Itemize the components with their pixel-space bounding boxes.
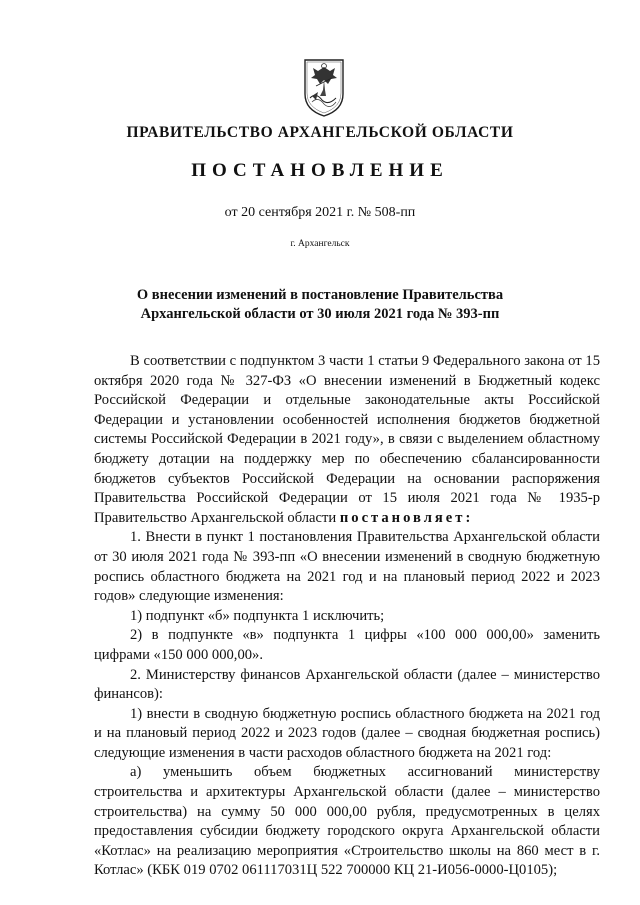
document-city: г. Архангельск — [290, 239, 350, 249]
subject-line-2: Архангельской области от 30 июля 2021 года № 393-пп — [140, 306, 500, 322]
subject-line-1: О внесении изменений в постановление Правительства — [136, 287, 504, 303]
government-title: ПРАВИТЕЛЬСТВО АРХАНГЕЛЬСКОЙ ОБЛАСТИ — [126, 124, 514, 141]
coat-of-arms-icon — [302, 56, 346, 118]
decree-word: постановляет — [339, 509, 466, 526]
intro-text: В соответствии с подпунктом 3 части 1 статьи 9 Федерального закона от 15 октября 2020 года № 327-ФЗ «О внесении изменений в Бюджетный кодекс Российской Федерации и отдельные законодательные акты Российской Федерации и установлении особенностей исполнения бюджетов бюджетной системы Российской Федерации в 2021 году», в связи с выделением областному бюджету дотации на поддержку мер по обеспечению сбалансированности бюджетов субъектов Российской Федерации на основании распоряжения Правительства Российской Федерации от 15 июля 2021 года № 1935-р Правительство Архангельской области — [94, 353, 600, 526]
item-1: 1. Внести в пункт 1 постановления Правительства Архангельской области от 30 июля 2021 года № 393-пп «О внесении изменений в сводную бюджетную роспись областного бюджета на 2021 год и на плановый период 2022 и 2023 годов» следующие изменения: — [94, 529, 600, 605]
document-subject — [100, 286, 540, 324]
intro-paragraph — [94, 352, 600, 528]
item-2-subitem-1-a: а) уменьшить объем бюджетных ассигнований министерству строительства и архитектуры Архангельской области (далее – министерство строительства) на сумму 50 000 000,00 рубля, предусмотренных в целях предоставления субсидии бюджету городского округа Архангельской области «Котлас» на реализацию мероприятия «Строительство школы на 860 мест в г. Котлас» (КБК 019 0702 061117031Ц 522 700000 КЦ 21-И056-0000-Ц0105); — [94, 764, 600, 879]
document-type: ПОСТАНОВЛЕНИЕ — [191, 160, 449, 181]
item-1-subitem-2: 2) в подпункте «в» подпункта 1 цифры «100 000 000,00» заменить цифрами «150 000 000,00». — [94, 627, 600, 663]
item-2: 2. Министерству финансов Архангельской области (далее – министерство финансов): — [94, 666, 600, 703]
decree-colon: : — [465, 509, 471, 526]
document-date-number: от 20 сентября 2021 г. № 508-пп — [224, 205, 416, 220]
document-body — [94, 352, 600, 881]
item-2-subitem-1: 1) внести в сводную бюджетную роспись областного бюджета на 2021 год и на плановый период 2022 и 2023 годов (далее – сводная бюджетная роспись) следующие изменения в части расходов областного бюджета на 2021 год: — [94, 705, 600, 761]
item-1-subitem-1: 1) подпункт «б» подпункта 1 исключить; — [130, 607, 385, 624]
